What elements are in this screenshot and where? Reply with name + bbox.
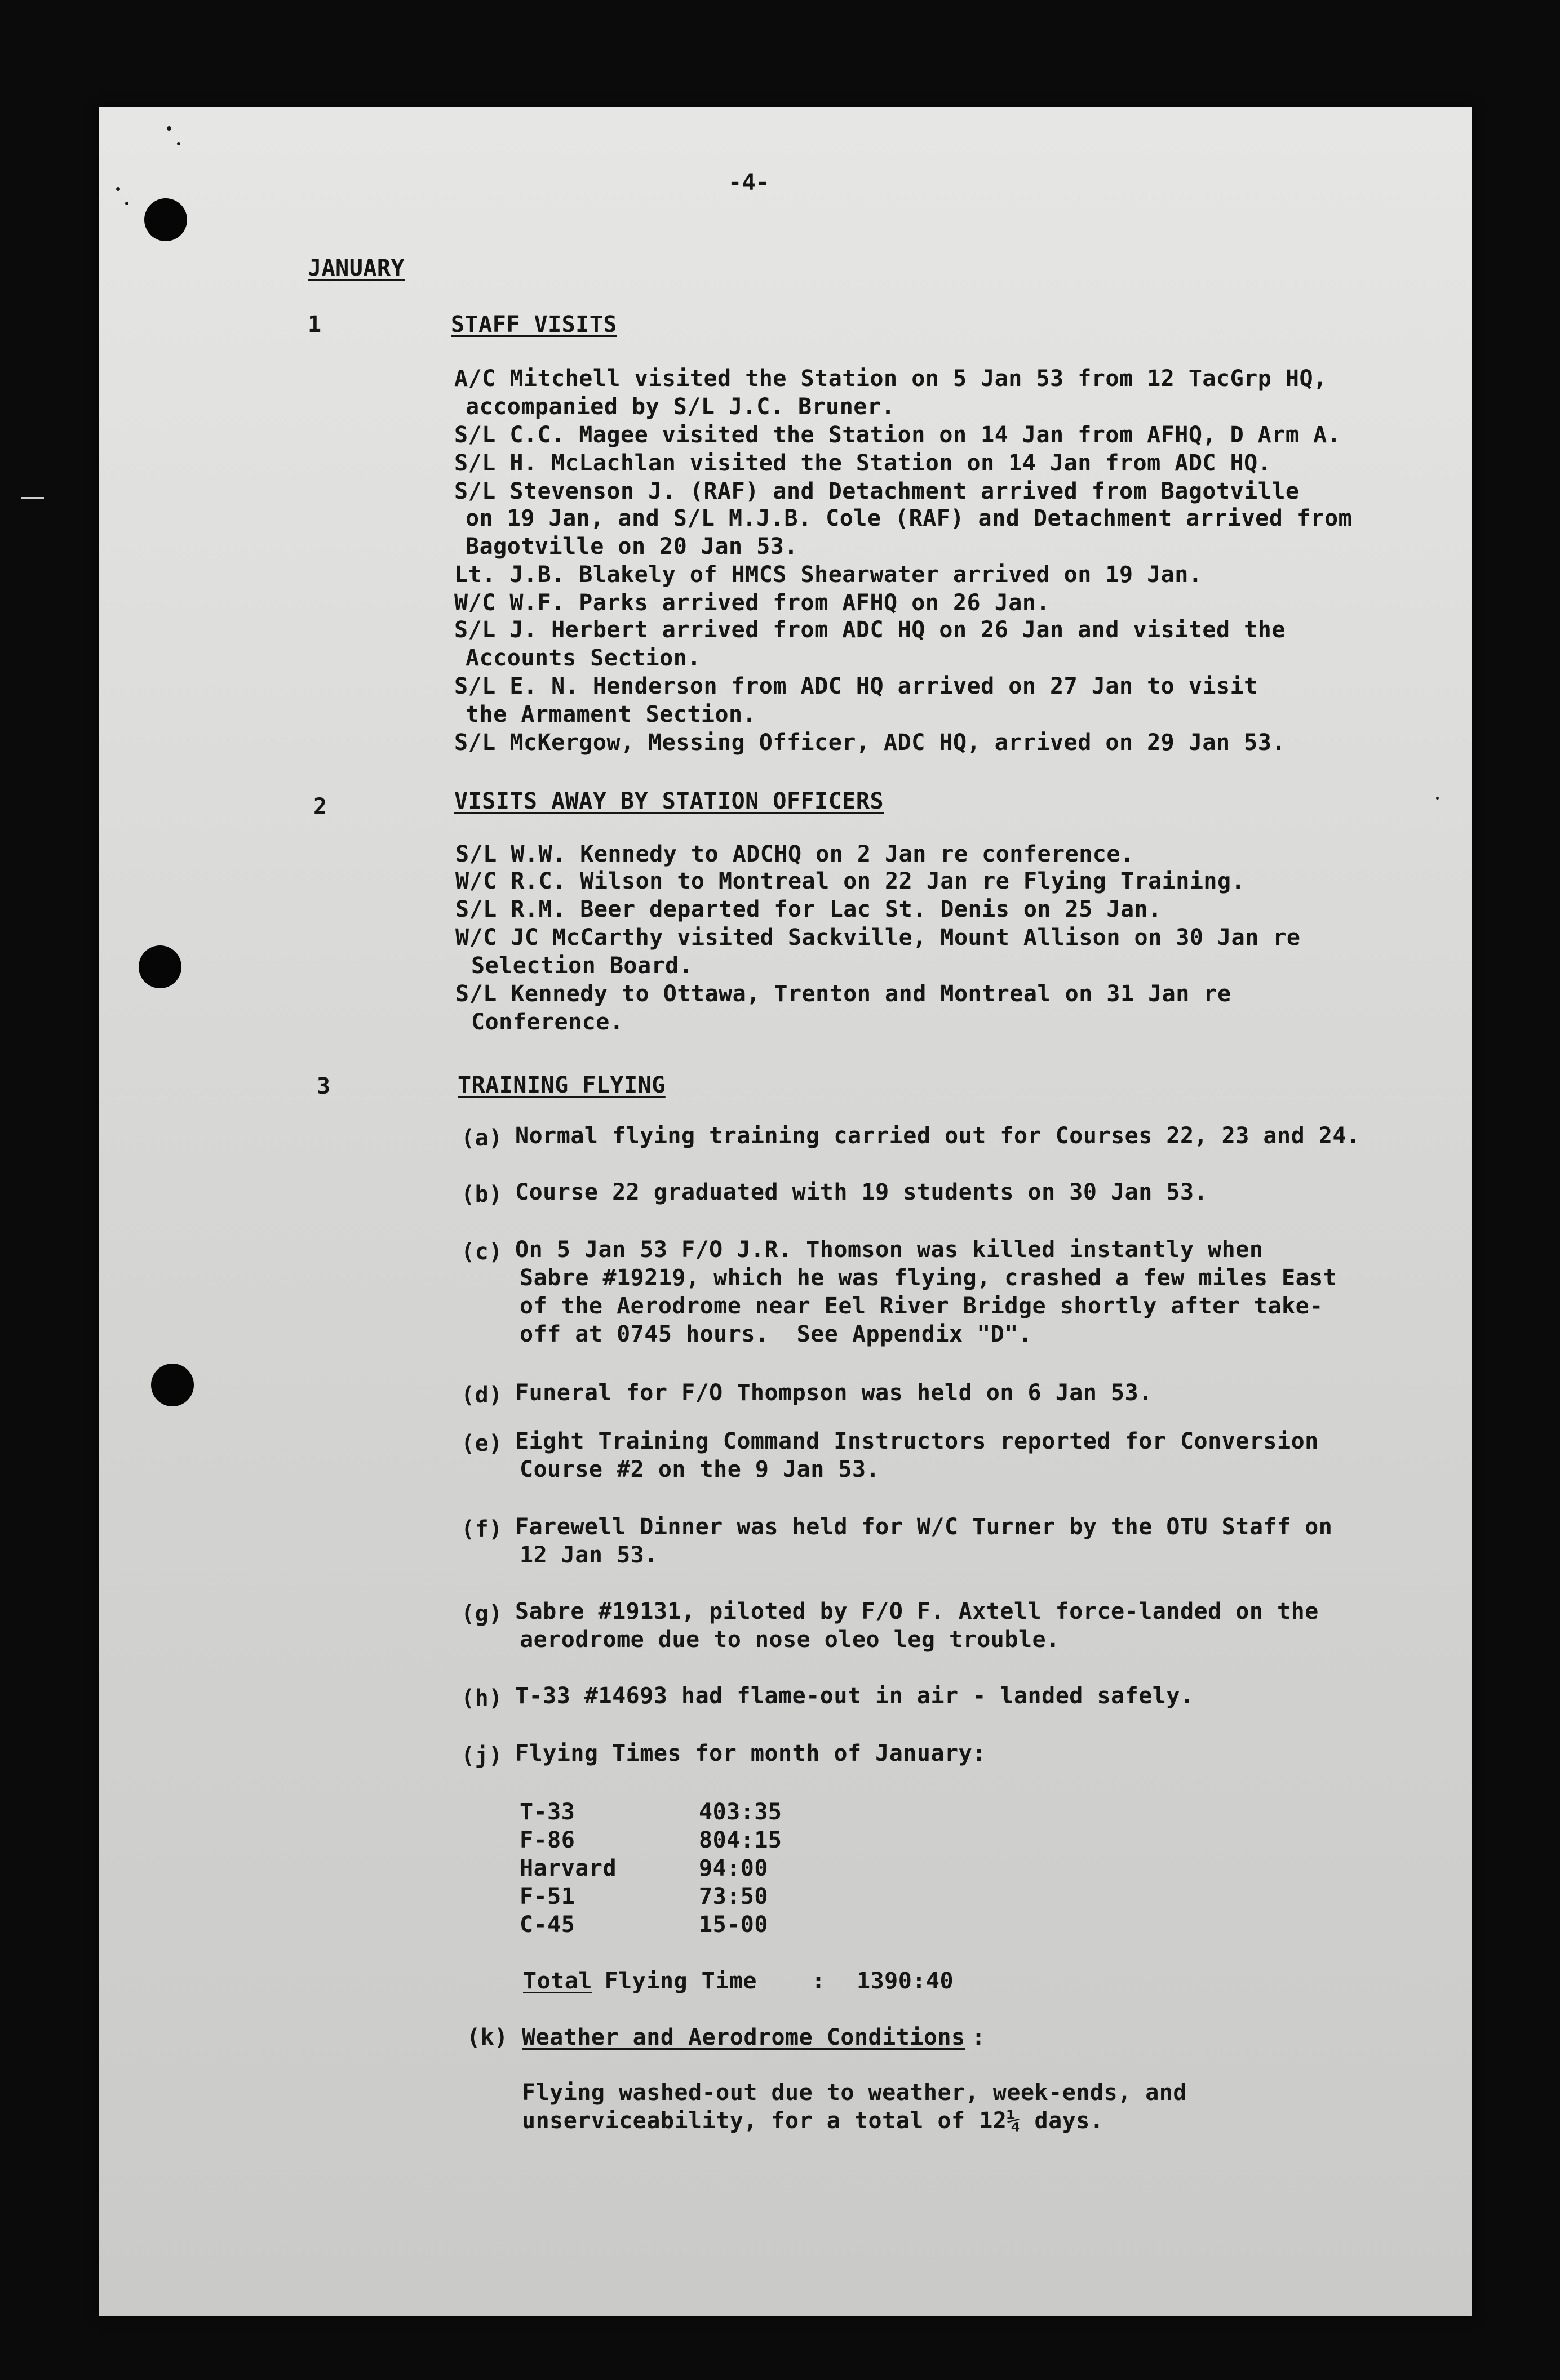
aircraft-type: F-51 — [520, 1884, 575, 1910]
visit-away-line: S/L W.W. Kennedy to ADCHQ on 2 Jan re conference. — [455, 841, 1134, 867]
visit-line: S/L McKergow, Messing Officer, ADC HQ, arrived on 29 Jan 53. — [454, 730, 1286, 756]
item-label: (c) — [461, 1239, 503, 1265]
punch-hole-top — [144, 198, 187, 241]
visit-line: S/L Stevenson J. (RAF) and Detachment arrived from Bagotville — [454, 478, 1300, 504]
total-label: Total — [523, 1968, 592, 1994]
flying-time-value: 403:35 — [699, 1799, 782, 1825]
visit-line: Accounts Section. — [466, 645, 701, 671]
item-label: (h) — [461, 1685, 503, 1711]
visit-away-line: W/C JC McCarthy visited Sackville, Mount Allison on 30 Jan re — [455, 925, 1301, 951]
speck — [177, 142, 180, 145]
item-label: (a) — [461, 1125, 503, 1151]
visit-line: Bagotville on 20 Jan 53. — [466, 534, 798, 560]
item-label: (b) — [461, 1182, 503, 1207]
item-line: Course 22 graduated with 19 students on 30 Jan 53. — [515, 1179, 1208, 1205]
visit-away-line: S/L Kennedy to Ottawa, Trenton and Montreal on 31 Jan re — [455, 981, 1231, 1007]
item-label: (k) — [467, 2024, 508, 2050]
visit-away-line: S/L R.M. Beer departed for Lac St. Denis on 25 Jan. — [455, 896, 1162, 922]
item-label: (g) — [461, 1601, 503, 1627]
item-line: of the Aerodrome near Eel River Bridge shortly after take- — [520, 1293, 1323, 1319]
weather-heading: Weather and Aerodrome Conditions — [522, 2024, 965, 2050]
item-line: Eight Training Command Instructors reported for Conversion — [515, 1428, 1319, 1454]
aircraft-type: C-45 — [520, 1912, 575, 1938]
paper-sheet — [99, 107, 1472, 2316]
visit-line: the Armament Section. — [466, 701, 757, 727]
item-line: Funeral for F/O Thompson was held on 6 Jan 53. — [515, 1380, 1153, 1406]
total-label-suffix: Flying Time — [591, 1968, 757, 1994]
visit-away-line: W/C R.C. Wilson to Montreal on 22 Jan re Flying Training. — [455, 868, 1246, 894]
item-line: Flying Times for month of January: — [515, 1740, 986, 1766]
visit-line: W/C W.F. Parks arrived from AFHQ on 26 Jan. — [454, 590, 1051, 616]
section-heading: STAFF VISITS — [451, 312, 617, 338]
speck — [1436, 797, 1439, 800]
aircraft-type: Harvard — [520, 1855, 617, 1881]
visit-line: A/C Mitchell visited the Station on 5 Jan 53 from 12 TacGrp HQ, — [454, 366, 1327, 392]
item-line: off at 0745 hours. See Appendix "D". — [520, 1321, 1032, 1347]
item-line: Farewell Dinner was held for W/C Turner by the OTU Staff on — [515, 1514, 1333, 1540]
weather-line: unserviceability, for a total of 12¼ days. — [522, 2108, 1104, 2134]
item-line: T-33 #14693 had flame-out in air - landed safely. — [515, 1683, 1194, 1709]
flying-time-value: 94:00 — [699, 1855, 768, 1881]
aircraft-type: T-33 — [520, 1799, 575, 1825]
visit-line: on 19 Jan, and S/L M.J.B. Cole (RAF) and Detachment arrived from — [466, 505, 1353, 531]
flying-time-value: 804:15 — [699, 1827, 782, 1853]
punch-hole-middle — [139, 945, 181, 988]
item-line: Normal flying training carried out for Courses 22, 23 and 24. — [515, 1123, 1360, 1149]
edge-mark — [21, 497, 44, 499]
total-flying-time: 1390:40 — [857, 1968, 954, 1994]
item-label: (e) — [461, 1431, 503, 1457]
item-line: On 5 Jan 53 F/O J.R. Thomson was killed instantly when — [515, 1237, 1264, 1263]
speck — [125, 202, 128, 205]
item-line: 12 Jan 53. — [520, 1542, 658, 1568]
weather-colon: : — [972, 2024, 986, 2050]
flying-time-value: 15-00 — [699, 1912, 768, 1938]
item-line: aerodrome due to nose oleo leg trouble. — [520, 1627, 1060, 1653]
total-colon: : — [812, 1968, 826, 1994]
page-number: -4- — [728, 170, 770, 196]
visit-line: S/L H. McLachlan visited the Station on 14 Jan from ADC HQ. — [454, 450, 1272, 476]
speck — [116, 187, 120, 191]
item-line: Sabre #19131, piloted by F/O F. Axtell force-landed on the — [515, 1598, 1319, 1624]
visit-line: S/L C.C. Magee visited the Station on 14 Jan from AFHQ, D Arm A. — [454, 422, 1341, 448]
item-label: (f) — [461, 1516, 503, 1542]
section-number: 2 — [313, 794, 327, 820]
visit-line: S/L J. Herbert arrived from ADC HQ on 26 Jan and visited the — [454, 617, 1286, 643]
punch-hole-lower — [151, 1364, 194, 1406]
item-line: Course #2 on the 9 Jan 53. — [520, 1457, 880, 1482]
section-heading: VISITS AWAY BY STATION OFFICERS — [454, 788, 884, 814]
visit-line: Lt. J.B. Blakely of HMCS Shearwater arrived on 19 Jan. — [454, 562, 1203, 588]
flying-time-value: 73:50 — [699, 1884, 768, 1910]
visit-line: accompanied by S/L J.C. Bruner. — [466, 394, 896, 420]
section-heading: TRAINING FLYING — [458, 1072, 666, 1098]
item-label: (j) — [461, 1743, 503, 1769]
visit-line: S/L E. N. Henderson from ADC HQ arrived on 27 Jan to visit — [454, 673, 1258, 699]
speck — [167, 126, 171, 131]
visit-away-line: Selection Board. — [471, 953, 693, 979]
month-heading: JANUARY — [308, 255, 405, 281]
aircraft-type: F-86 — [520, 1827, 575, 1853]
visit-away-line: Conference. — [471, 1009, 624, 1035]
weather-line: Flying washed-out due to weather, week-ends, and — [522, 2080, 1187, 2106]
section-number: 3 — [317, 1073, 331, 1099]
item-line: Sabre #19219, which he was flying, crashed a few miles East — [520, 1265, 1337, 1291]
item-label: (d) — [461, 1382, 503, 1408]
section-number: 1 — [308, 312, 322, 338]
